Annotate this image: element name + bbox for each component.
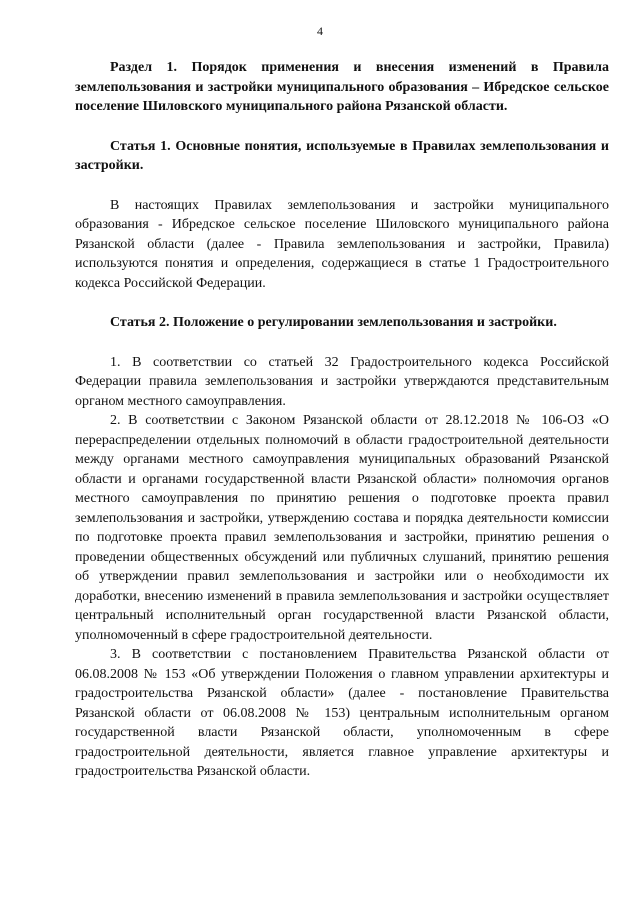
document-body: [75, 58, 609, 782]
section-heading: Раздел 1. Порядок применения и внесения изменений в Правила землепользования и застройки муниципального образования – Ибредское сельское поселение Шиловского муниципального района Рязанской области.: [75, 60, 609, 114]
article-2-paragraph-3: 3. В соответствии с постановлением Правительства Рязанской области от 06.08.2008 № 153 «Об утверждении Положения о главном управлении архитектуры и градостроительства Рязанской области» (далее - постановление Правительства Рязанской области от 06.08.2008 № 153) центральным исполнительным органом государственной власти Рязанской области, уполномоченным в сфере градостроительной деятельности, является главное управление архитектуры и градостроительства Рязанской области.: [75, 647, 609, 779]
article-1-paragraph: В настоящих Правилах землепользования и застройки муниципального образования - Ибредское сельское поселение Шиловского муниципального района Рязанской области (далее - Правила землепользования и застройки, Правила) используются понятия и определения, содержащиеся в статье 1 Градостроительного кодекса Российской Федерации.: [75, 197, 609, 291]
page-number: 4: [317, 24, 323, 38]
article-2-heading: Статья 2. Положение о регулировании землепользования и застройки.: [110, 315, 557, 330]
article-2-paragraph-1: 1. В соответствии со статьей 32 Градостроительного кодекса Российской Федерации правила землепользования и застройки утверждаются представительным органом местного самоуправления.: [75, 354, 609, 409]
article-2-paragraph-2: 2. В соответствии с Законом Рязанской области от 28.12.2018 № 106-ОЗ «О перераспределении отдельных полномочий в области градостроительной деятельности между органами местного самоуправления муниципальных образований Рязанской области и органами государственной власти Рязанской области» полномочия органов местного самоуправления по принятию решения о подготовке проекта правил землепользования и застройки, утверждению состава и порядка деятельности комиссии по подготовке проекта правил землепользования и застройки, принятию решения о проведении общественных обсуждений или публичных слушаний, принятию решения об утверждении правил землепользования и застройки или о необходимости их доработки, внесению изменений в правила землепользования и застройки осуществляет центральный исполнительный орган государственной власти Рязанской области, уполномоченный в сфере градостроительной деятельности.: [75, 413, 609, 643]
article-1-heading: Статья 1. Основные понятия, используемые в Правилах землепользования и застройки.: [75, 138, 609, 173]
